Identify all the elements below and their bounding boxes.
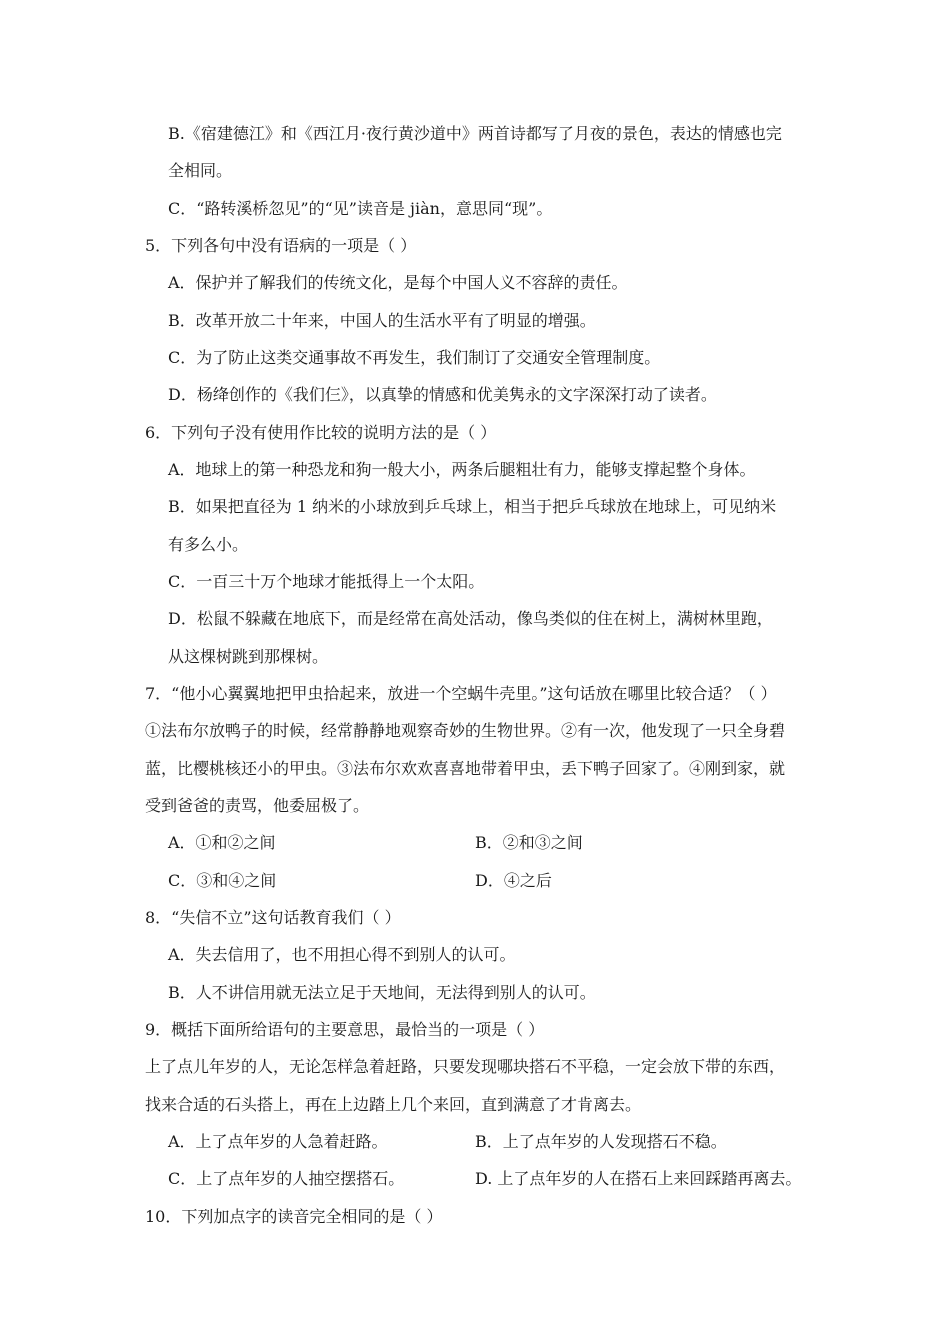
q5-option-a: A．保护并了解我们的传统文化，是每个中国人义不容辞的责任。 <box>168 273 628 292</box>
q7-passage-line3: 受到爸爸的责骂，他委屈极了。 <box>145 796 370 815</box>
q7-passage-line1: ①法布尔放鸭子的时候，经常静静地观察奇妙的生物世界。②有一次，他发现了一只全身碧 <box>145 721 786 740</box>
q7-stem: 7．“他小心翼翼地把甲虫拾起来，放进一个空蜗牛壳里。”这句话放在哪里比较合适？（ ） <box>145 684 777 703</box>
q5-option-d: D．杨绛创作的《我们仨》，以真挚的情感和优美隽永的文字深深打动了读者。 <box>168 385 717 404</box>
q5-stem: 5．下列各句中没有语病的一项是（ ） <box>145 236 417 255</box>
q8-option-b: B．人不讲信用就无法立足于天地间，无法得到别人的认可。 <box>168 983 596 1002</box>
q6-option-b-line2: 有多么小。 <box>168 535 249 554</box>
q9-option-b: B．上了点年岁的人发现搭石不稳。 <box>475 1132 727 1151</box>
q7-option-b: B．②和③之间 <box>475 833 583 852</box>
q7-passage-line2: 蓝，比樱桃核还小的甲虫。③法布尔欢欢喜喜地带着甲虫，丢下鸭子回家了。④刚到家，就 <box>145 759 786 778</box>
q9-stem: 9．概括下面所给语句的主要意思，最恰当的一项是（ ） <box>145 1020 545 1039</box>
q9-option-d: D. 上了点年岁的人在搭石上来回踩踏再离去。 <box>475 1169 802 1188</box>
q6-option-b-line1: B．如果把直径为 1 纳米的小球放到乒乓球上，相当于把乒乓球放在地球上，可见纳米 <box>168 497 777 516</box>
q9-option-c: C．上了点年岁的人抽空摆搭石。 <box>168 1169 405 1188</box>
q9-option-a: A．上了点年岁的人急着赶路。 <box>168 1132 388 1151</box>
prev-option-b-line2: 全相同。 <box>168 161 233 180</box>
prev-option-c: C．“路转溪桥忽见”的“见”读音是 jiàn，意思同“现”。 <box>168 199 553 218</box>
q9-passage-line1: 上了点儿年岁的人，无论怎样急着赶路，只要发现哪块搭石不平稳，一定会放下带的东西， <box>145 1057 786 1076</box>
q6-stem: 6．下列句子没有使用作比较的说明方法的是（ ） <box>145 423 497 442</box>
q5-option-b: B．改革开放二十年来，中国人的生活水平有了明显的增强。 <box>168 311 596 330</box>
q6-option-c: C．一百三十万个地球才能抵得上一个太阳。 <box>168 572 485 591</box>
q6-option-d-line2: 从这棵树跳到那棵树。 <box>168 647 329 666</box>
q7-option-d: D．④之后 <box>475 871 552 890</box>
q8-stem: 8．“失信不立”这句话教育我们（ ） <box>145 908 401 927</box>
prev-option-b-line1: B.《宿建德江》和《西江月·夜行黄沙道中》两首诗都写了月夜的景色，表达的情感也完 <box>168 124 782 143</box>
q8-option-a: A．失去信用了，也不用担心得不到别人的认可。 <box>168 945 516 964</box>
q7-option-c: C．③和④之间 <box>168 871 277 890</box>
q5-option-c: C．为了防止这类交通事故不再发生，我们制订了交通安全管理制度。 <box>168 348 661 367</box>
q9-passage-line2: 找来合适的石头搭上，再在上边踏上几个来回，直到满意了才肯离去。 <box>145 1095 642 1114</box>
q6-option-a: A．地球上的第一种恐龙和狗一般大小，两条后腿粗壮有力，能够支撑起整个身体。 <box>168 460 756 479</box>
q7-option-a: A．①和②之间 <box>168 833 276 852</box>
q10-stem: 10．下列加点字的读音完全相同的是（ ） <box>145 1207 443 1226</box>
q6-option-d-line1: D．松鼠不躲藏在地底下，而是经常在高处活动，像鸟类似的住在树上，满树林里跑， <box>168 609 773 628</box>
